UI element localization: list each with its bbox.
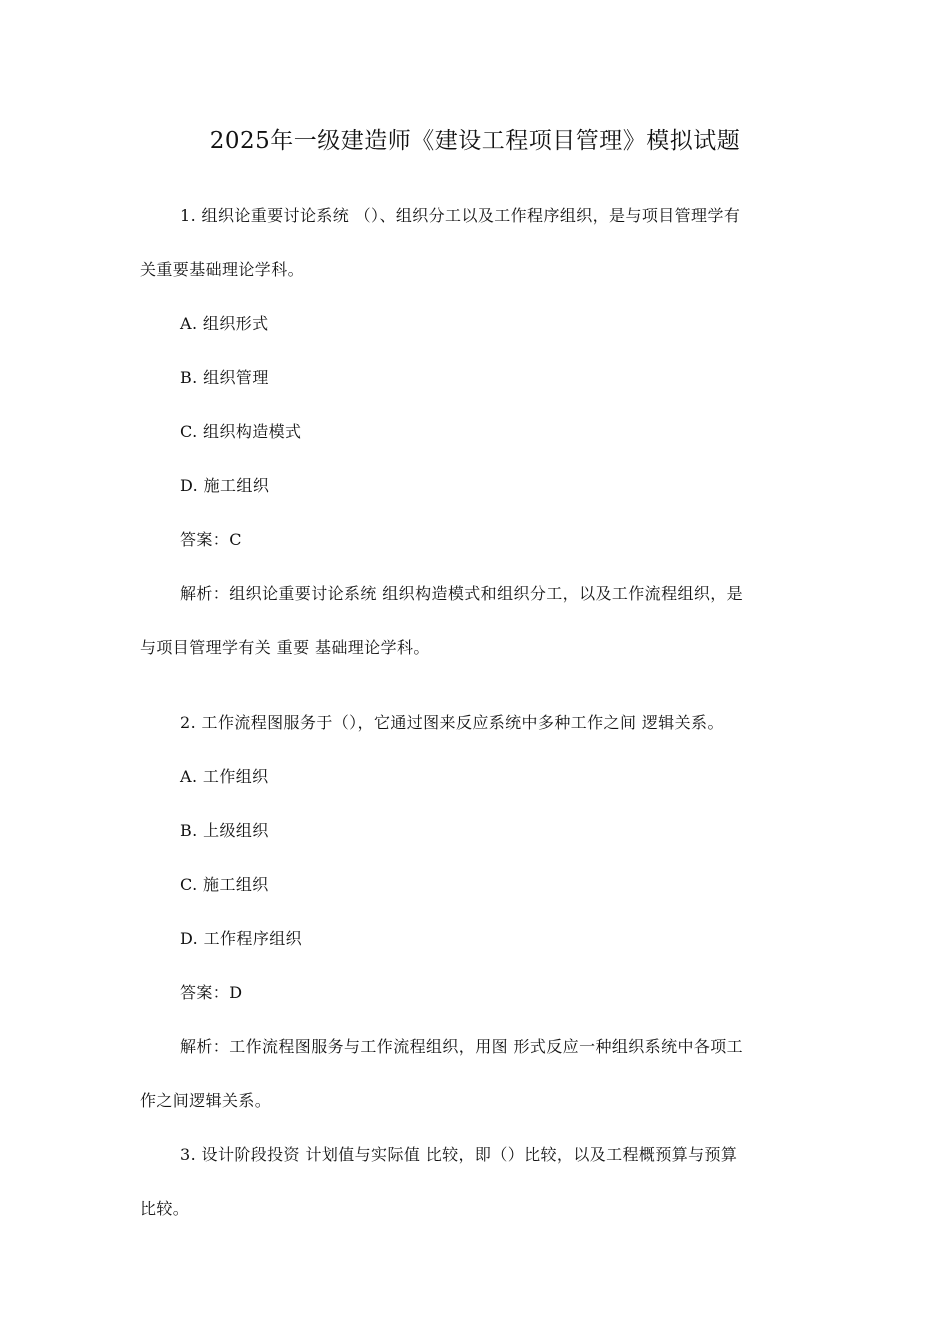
q1-analysis-line2: 与项目管理学有关 重要 基础理论学科。 [140, 638, 430, 657]
q3-stem-line1: 3. 设计阶段投资 计划值与实际值 比较，即（）比较，以及工程概预算与预算 [180, 1145, 738, 1164]
document-title: 2025年一级建造师《建设工程项目管理》模拟试题 [209, 128, 741, 154]
q1-analysis-line1: 解析：组织论重要讨论系统 组织构造模式和组织分工，以及工作流程组织，是 [180, 584, 744, 603]
q1-answer: 答案：C [180, 530, 242, 549]
q2-option-d: D. 工作程序组织 [180, 929, 303, 948]
q2-stem-line1: 2. 工作流程图服务于（），它通过图来反应系统中多种工作之间 逻辑关系。 [180, 713, 724, 732]
q2-answer: 答案：D [180, 983, 243, 1002]
q1-option-c: C. 组织构造模式 [180, 422, 302, 441]
q1-option-a: A. 组织形式 [180, 314, 269, 333]
q2-option-a: A. 工作组织 [180, 767, 269, 786]
q2-option-c: C. 施工组织 [180, 875, 269, 894]
q1-stem-line1: 1. 组织论重要讨论系统 （）、组织分工以及工作程序组织，是与项目管理学有 [180, 206, 741, 225]
q2-option-b: B. 上级组织 [180, 821, 269, 840]
q2-analysis-line1: 解析：工作流程图服务与工作流程组织，用图 形式反应一种组织系统中各项工 [180, 1037, 744, 1056]
q1-stem-line2: 关重要基础理论学科。 [140, 260, 305, 279]
q1-option-d: D. 施工组织 [180, 476, 270, 495]
q1-option-b: B. 组织管理 [180, 368, 269, 387]
q3-stem-line2: 比较。 [140, 1199, 190, 1218]
q2-analysis-line2: 作之间逻辑关系。 [140, 1091, 272, 1110]
